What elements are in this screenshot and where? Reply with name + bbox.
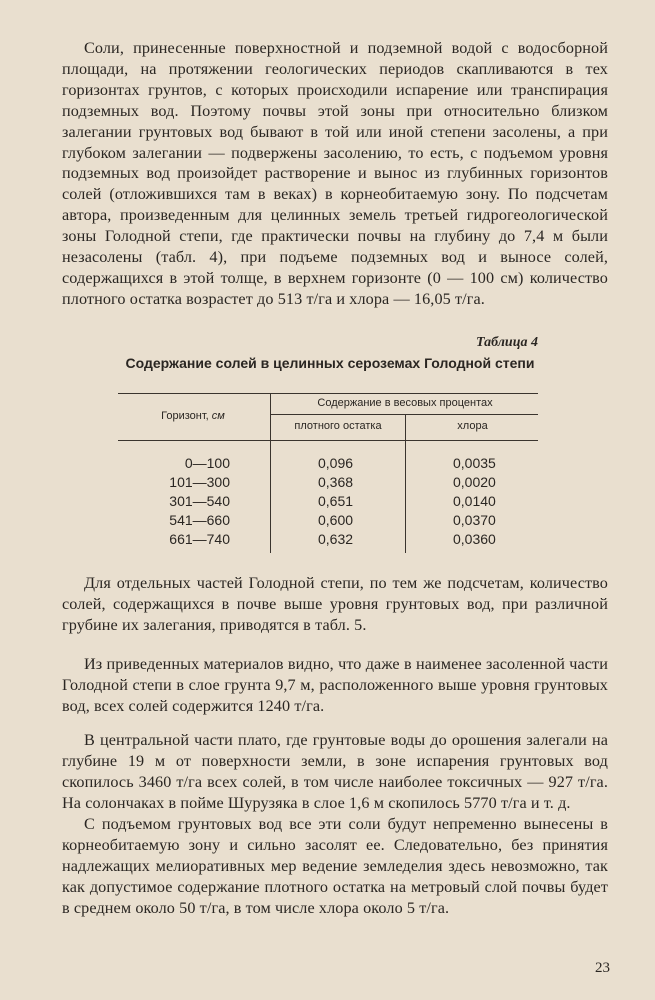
paragraph-5: С подъемом грунтовых вод все эти соли будут непременно вынесены в корнеобитаемую зону и сильно засолят ее. Следовательно, без принятия надлежащих мелиоративных мер ведение земледелия здесь невозможно, так как допустимое содержание плотного остатка на метровый слой почвы будет в среднем около 50 т/га, в том числе хлора около 5 т/га. — [62, 815, 608, 917]
table-title: Содержание солей в целинных сероземах Голодной степи — [125, 355, 535, 371]
header-chlorine: хлора — [457, 420, 488, 432]
header-dry-residue: плотного остатка — [294, 420, 382, 432]
cell-dry-residue: 0,632 — [318, 531, 354, 547]
cell-dry-residue: 0,651 — [318, 493, 354, 509]
page-number: 23 — [595, 960, 610, 976]
cell-chlorine: 0,0020 — [453, 474, 496, 490]
cell-chlorine: 0,0360 — [453, 531, 496, 547]
cell-horizon: 101—300 — [169, 474, 230, 490]
paragraph-3: Из приведенных материалов видно, что даже в наименее засоленной части Голодной степи в слое грунта 9,7 м, расположенного выше уровня грунтовых вод, всех солей содержится 1240 т/га. — [62, 655, 608, 715]
table-vertical-rule-2 — [405, 414, 406, 553]
paragraph-1: Соли, принесенные поверхностной и подземной водой с водосборной площади, на протяжении геологических периодов скапливаются в тех горизонтах грунтов, с которых происходили испарение или транспирация подземных вод. Поэтому почвы этой зоны при относительно близком залегании грунтовых вод бывают в той или иной степени засолены, а при глубоком залегании — подвержены засолению, то есть, с подъемом уровня подземных вод произойдет растворение и вынос из глубинных горизонтов солей (отложившихся там в веках) в корнеобитаемую зону. По подсчетам автора, произведенным для целинных земель третьей гидрогеологической зоны Голодной степи, где практически почвы на глубину до 7,4 м были незасолены (табл. 4), при подъеме подземных вод и выносе солей, содержащихся в этой толще, в верхнем горизонте (0 — 100 см) количество плотного остатка возрастет до 513 т/га и хлора — 16,05 т/га. — [62, 39, 608, 308]
cell-dry-residue: 0,096 — [318, 455, 354, 471]
paragraph-2: Для отдельных частей Голодной степи, по тем же подсчетам, количество солей, содержащихся в почве выше уровня грунтовых вод, при различной грубине их залегания, приводятся в табл. 5. — [62, 574, 608, 634]
cell-chlorine: 0,0140 — [453, 493, 496, 509]
cell-dry-residue: 0,368 — [318, 474, 354, 490]
header-horizon-label: Горизонт, — [161, 410, 209, 422]
paragraph-4: В центральной части плато, где грунтовые воды до орошения залегали на глубине 19 м от поверхности земли, в зоне испарения грунтовых вод скопилось 3460 т/га всех солей, в том числе наиболее токсичных — 927 т/га. На солончаках в пойме Шурузяка в слое 1,6 м скопилось 5770 т/га и т. д. — [62, 731, 608, 812]
table-label: Таблица 4 — [476, 335, 538, 350]
cell-chlorine: 0,0370 — [453, 512, 496, 528]
cell-horizon: 0—100 — [184, 455, 230, 471]
header-horizon-unit: см — [211, 410, 225, 422]
table-header-bottom-rule — [118, 440, 538, 441]
cell-horizon: 661—740 — [169, 531, 230, 547]
table-top-rule — [118, 393, 538, 394]
cell-dry-residue: 0,600 — [318, 512, 354, 528]
table-vertical-rule-1 — [270, 393, 271, 553]
cell-horizon: 541—660 — [169, 512, 230, 528]
header-content-group: Содержание в весовых процентах — [317, 397, 493, 409]
cell-horizon: 301—540 — [169, 493, 230, 509]
table-mid-rule — [270, 414, 538, 415]
cell-chlorine: 0,0035 — [453, 455, 496, 471]
header-horizon — [128, 410, 258, 422]
